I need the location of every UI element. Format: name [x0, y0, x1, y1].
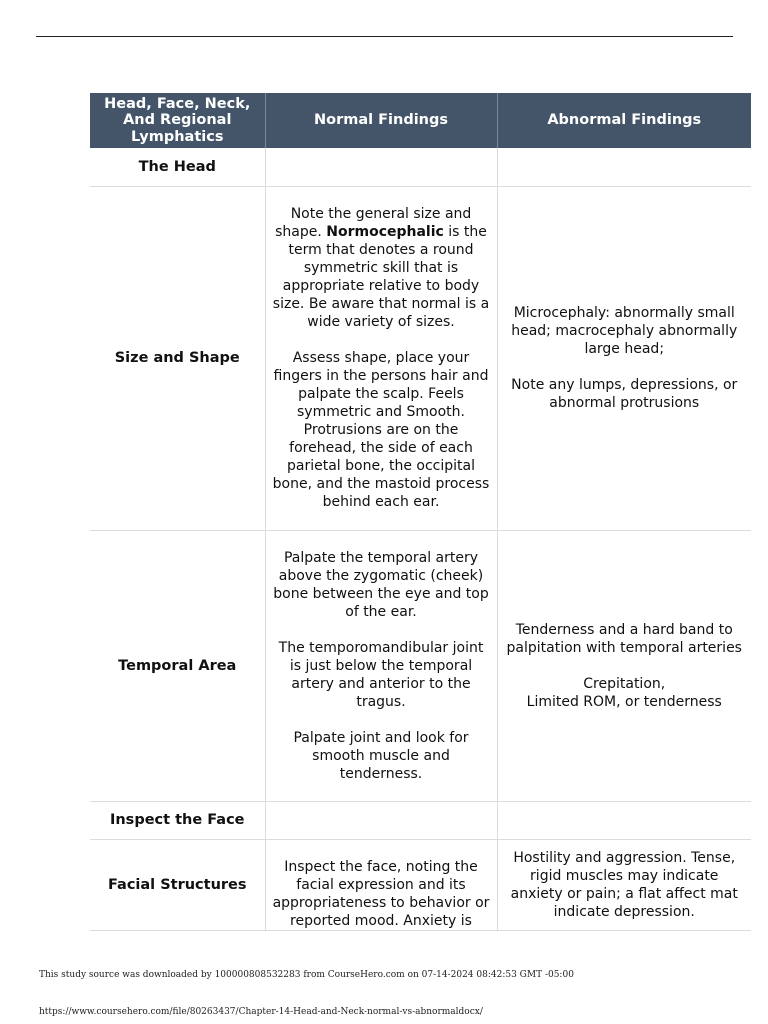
table-header-row: [90, 93, 751, 148]
header-normal-findings: Normal Findings: [265, 93, 497, 148]
abnormal-cell: Microcephaly: abnormally small head; macrocephaly abnormally large head; Note any lumps, depressions, or abnormal protrusions: [497, 186, 751, 530]
abnormal-cell: [497, 148, 751, 186]
normal-cell: Inspect the face, noting the facial expression and its appropriateness to behavior or reported mood. Anxiety is: [265, 839, 497, 930]
row-label-inspect-the-face: Inspect the Face: [90, 801, 265, 839]
normocephalic-term: Normocephalic: [326, 224, 444, 240]
header-region: Head, Face, Neck, And Regional Lymphatics: [90, 93, 265, 148]
table-row: [90, 186, 751, 530]
download-notice: This study source was downloaded by 100000808532283 from CourseHero.com on 07-14-2024 08:42:53 GMT -05:00: [39, 970, 574, 980]
table-row: [90, 839, 751, 930]
row-label-size-and-shape: Size and Shape: [90, 186, 265, 530]
abnormal-cell: Tenderness and a hard band to palpitation with temporal arteries Crepitation, Limited ROM, or tenderness: [497, 530, 751, 801]
normal-text-intro: Note the general size and shape.: [275, 206, 472, 240]
normal-cell: Palpate the temporal artery above the zygomatic (cheek) bone between the eye and top of the ear. The temporomandibular joint is just below the temporal artery and anterior to the tragus. Palpate joint and look for smooth muscle and tenderness.: [265, 530, 497, 801]
top-rule: [36, 36, 733, 37]
row-label-facial-structures: Facial Structures: [90, 839, 265, 930]
header-abnormal-findings: Abnormal Findings: [497, 93, 751, 148]
row-label-the-head: The Head: [90, 148, 265, 186]
abnormal-cell: [497, 801, 751, 839]
abnormal-cell: Hostility and aggression. Tense, rigid muscles may indicate anxiety or pain; a flat affect mat indicate depression.: [497, 839, 751, 930]
findings-table: [90, 93, 751, 931]
table-row: [90, 801, 751, 839]
table-row: [90, 148, 751, 186]
row-label-temporal-area: Temporal Area: [90, 530, 265, 801]
normal-cell: [265, 801, 497, 839]
normal-cell: [265, 186, 497, 530]
normal-text-rest: is the term that denotes a round symmetric skill that is appropriate relative to body size. Be aware that normal is a wide variety of sizes. Assess shape, place your fingers in the persons hair and palpate the scalp. Feels symmetric and Smooth. Protrusions are on the forehead, the side of each parietal bone, the occipital bone, and the mastoid process behind each ear.: [272, 224, 490, 510]
source-url: https://www.coursehero.com/file/80263437/Chapter-14-Head-and-Neck-normal-vs-abnormaldocx/: [39, 1007, 483, 1017]
table-row: [90, 530, 751, 801]
normal-cell: [265, 148, 497, 186]
